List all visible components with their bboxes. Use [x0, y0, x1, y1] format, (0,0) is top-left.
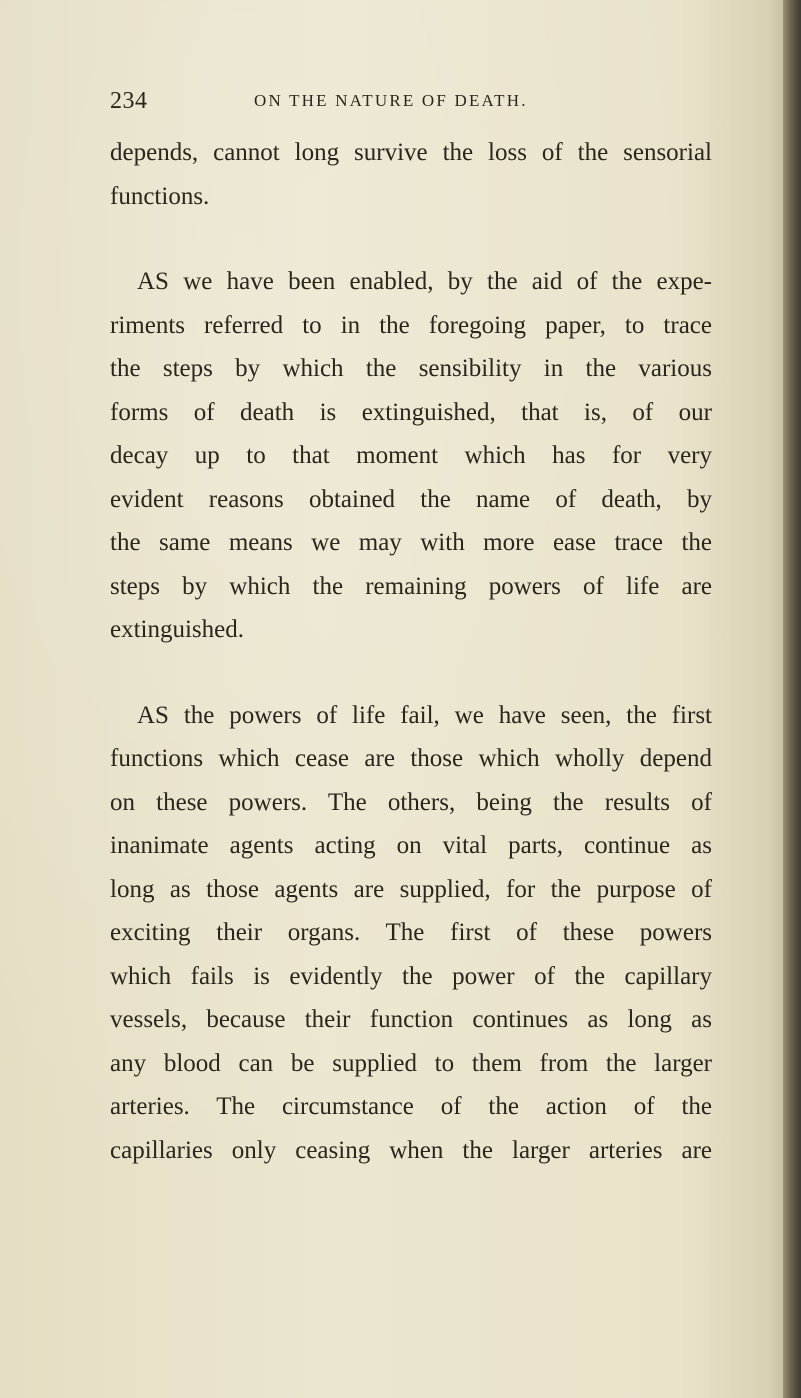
text-line: any blood can be supplied to them from the larger: [110, 1049, 712, 1077]
text-line: exciting their organs. The first of these powers: [110, 919, 712, 946]
text-line: the same means we may with more ease trace the: [110, 529, 712, 556]
paragraph-gap: [110, 218, 712, 260]
text-line: vessels, because their function continues as long as: [110, 1006, 712, 1033]
text-line: on these powers. The others, being the results of: [110, 788, 712, 816]
text-line: capillaries only ceasing when the larger arteries are: [110, 1136, 712, 1164]
text-line: forms of death is extinguished, that is, of our: [110, 398, 712, 426]
text-line: functions which cease are those which wholly depend: [110, 745, 712, 772]
text-line: arteries. The circumstance of the action of the: [110, 1093, 712, 1120]
paragraph-gap: [110, 652, 712, 694]
running-head: [110, 88, 710, 118]
text-line: extinguished.: [110, 616, 245, 643]
text-line: depends, cannot long survive the loss of the sensorial: [110, 139, 712, 166]
text-line: which fails is evidently the power of the capillary: [110, 962, 712, 990]
text-line: steps by which the remaining powers of life are: [110, 572, 712, 600]
text-line: inanimate agents acting on vital parts, continue as: [110, 832, 712, 859]
paragraph-first-line: AS the powers of life fail, we have seen, the first: [137, 701, 712, 729]
page-number: 234: [110, 88, 148, 114]
body-text: [110, 131, 712, 1172]
text-line: riments referred to in the foregoing paper, to trace: [110, 311, 712, 339]
text-line: evident reasons obtained the name of death, by: [110, 485, 712, 513]
text-line: functions.: [110, 182, 210, 210]
running-title: ON THE NATURE OF DEATH.: [254, 91, 528, 110]
text-line: the steps by which the sensibility in the various: [110, 355, 712, 382]
text-line: decay up to that moment which has for very: [110, 442, 712, 469]
text-line: long as those agents are supplied, for the purpose of: [110, 875, 712, 903]
page-binding-edge: [783, 0, 801, 1398]
paragraph-first-line: AS we have been enabled, by the aid of the expe-: [137, 268, 712, 295]
